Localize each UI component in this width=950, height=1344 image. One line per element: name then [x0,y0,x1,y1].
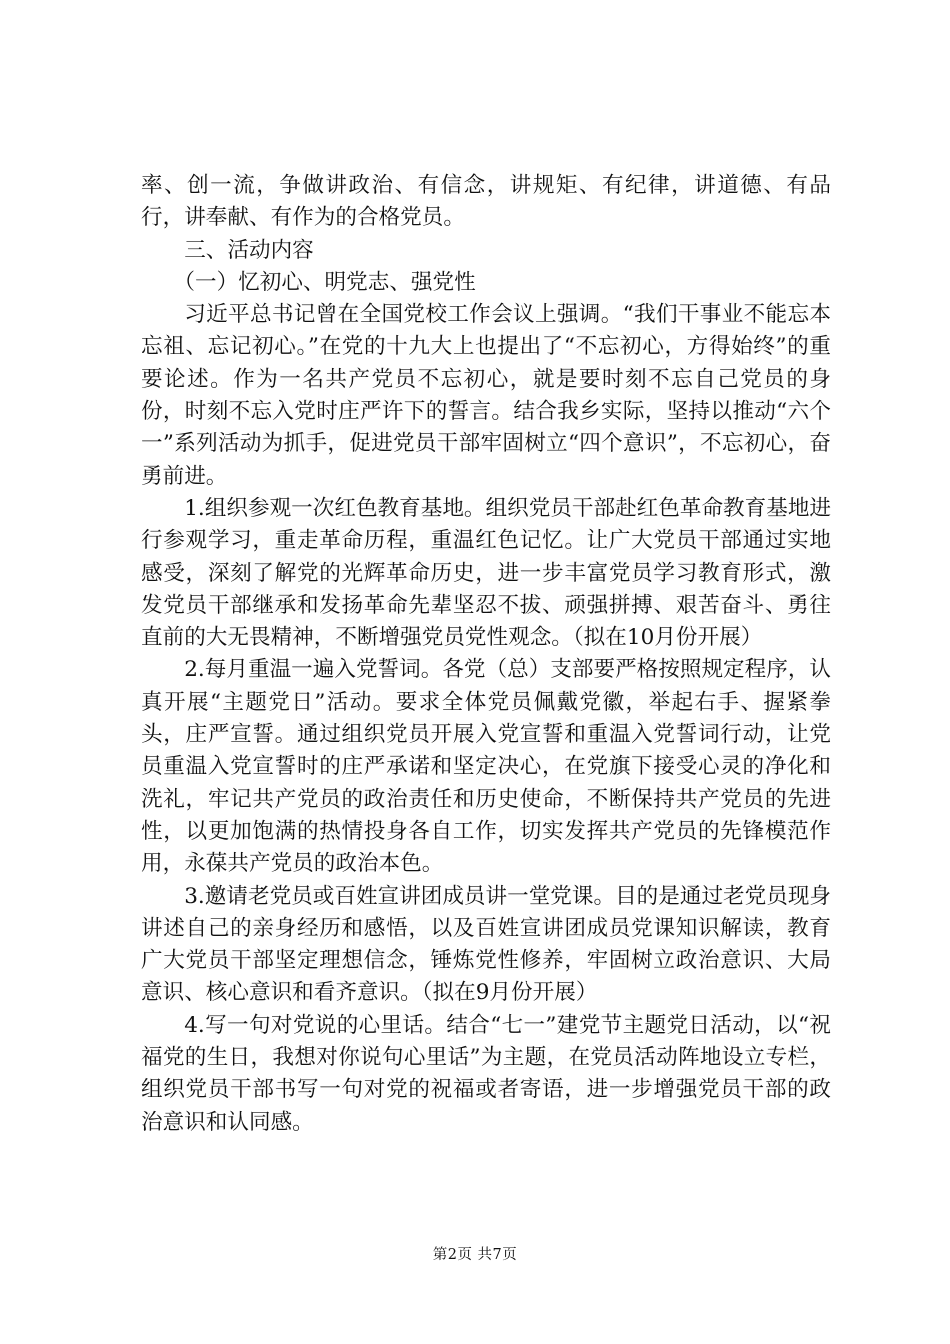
page-footer-page-number: 第2页 共7页 [432,1247,518,1263]
paragraph-item-1-red-education-base: 1.组织参观一次红色教育基地。组织党员干部赴红色革命教育基地进行参观学习，重走革命历程，重温红色记忆。让广大党员干部通过实地感受，深刻了解党的光辉革命历史，进一步丰富党员学习教育形式，激发党员干部继承和发扬革命先辈坚忍不拔、顽强拼搏、艰苦奋斗、勇往直前的大无畏精神，不断增强党员党性观念。（拟在10月份开展） [141,495,832,651]
section-heading-activity-content: 三、活动内容 [184,237,314,263]
document-body [141,170,831,1139]
paragraph-original-aspiration: 习近平总书记曾在全国党校工作会议上强调。“我们干事业不能忘本忘祖、忘记初心。”在党的十九大上也提出了“不忘初心，方得始终”的重要论述。作为一名共产党员不忘初心，就是要时刻不忘自己党员的身份，时刻不忘入党时庄严许下的誓言。结合我乡实际，坚持以推动“六个一”系列活动为抓手，促进党员干部牢固树立“四个意识”，不忘初心，奋勇前进。 [141,302,831,489]
paragraph-item-3-party-lecture: 3.邀请老党员或百姓宣讲团成员讲一堂党课。目的是通过老党员现身讲述自己的亲身经历和感悟，以及百姓宣讲团成员党课知识解读，教育广大党员干部坚定理想信念，锤炼党性修养，牢固树立政治意识、大局意识、核心意识和看齐意识。（拟在9月份开展） [141,883,832,1006]
paragraph-item-4-heartfelt-words: 4.写一句对党说的心里话。结合“七一”建党节主题党日活动，以“祝福党的生日，我想对你说句心里话”为主题，在党员活动阵地设立专栏，组织党员干部书写一句对党的祝福或者寄语，进一步增强党员干部的政治意识和认同感。 [141,1012,831,1135]
paragraph-intro-continuation: 率、创一流，争做讲政治、有信念，讲规矩、有纪律，讲道德、有品行，讲奉献、有作为的合格党员。 [141,173,831,231]
paragraph-item-2-party-oath: 2.每月重温一遍入党誓词。各党（总）支部要严格按照规定程序，认真开展“主题党日”活动。要求全体党员佩戴党徽，举起右手、握紧拳头，庄严宣誓。通过组织党员开展入党宣誓和重温入党誓词行动，让党员重温入党宣誓时的庄严承诺和坚定决心，在党旗下接受心灵的净化和洗礼，牢记共产党员的政治责任和历史使命，不断保持共产党员的先进性，以更加饱满的热情投身各自工作，切实发挥共产党员的先锋模范作用，永葆共产党员的政治本色。 [141,657,832,877]
subsection-heading-remember-original-aspiration: （一）忆初心、明党志、强党性 [173,269,476,295]
